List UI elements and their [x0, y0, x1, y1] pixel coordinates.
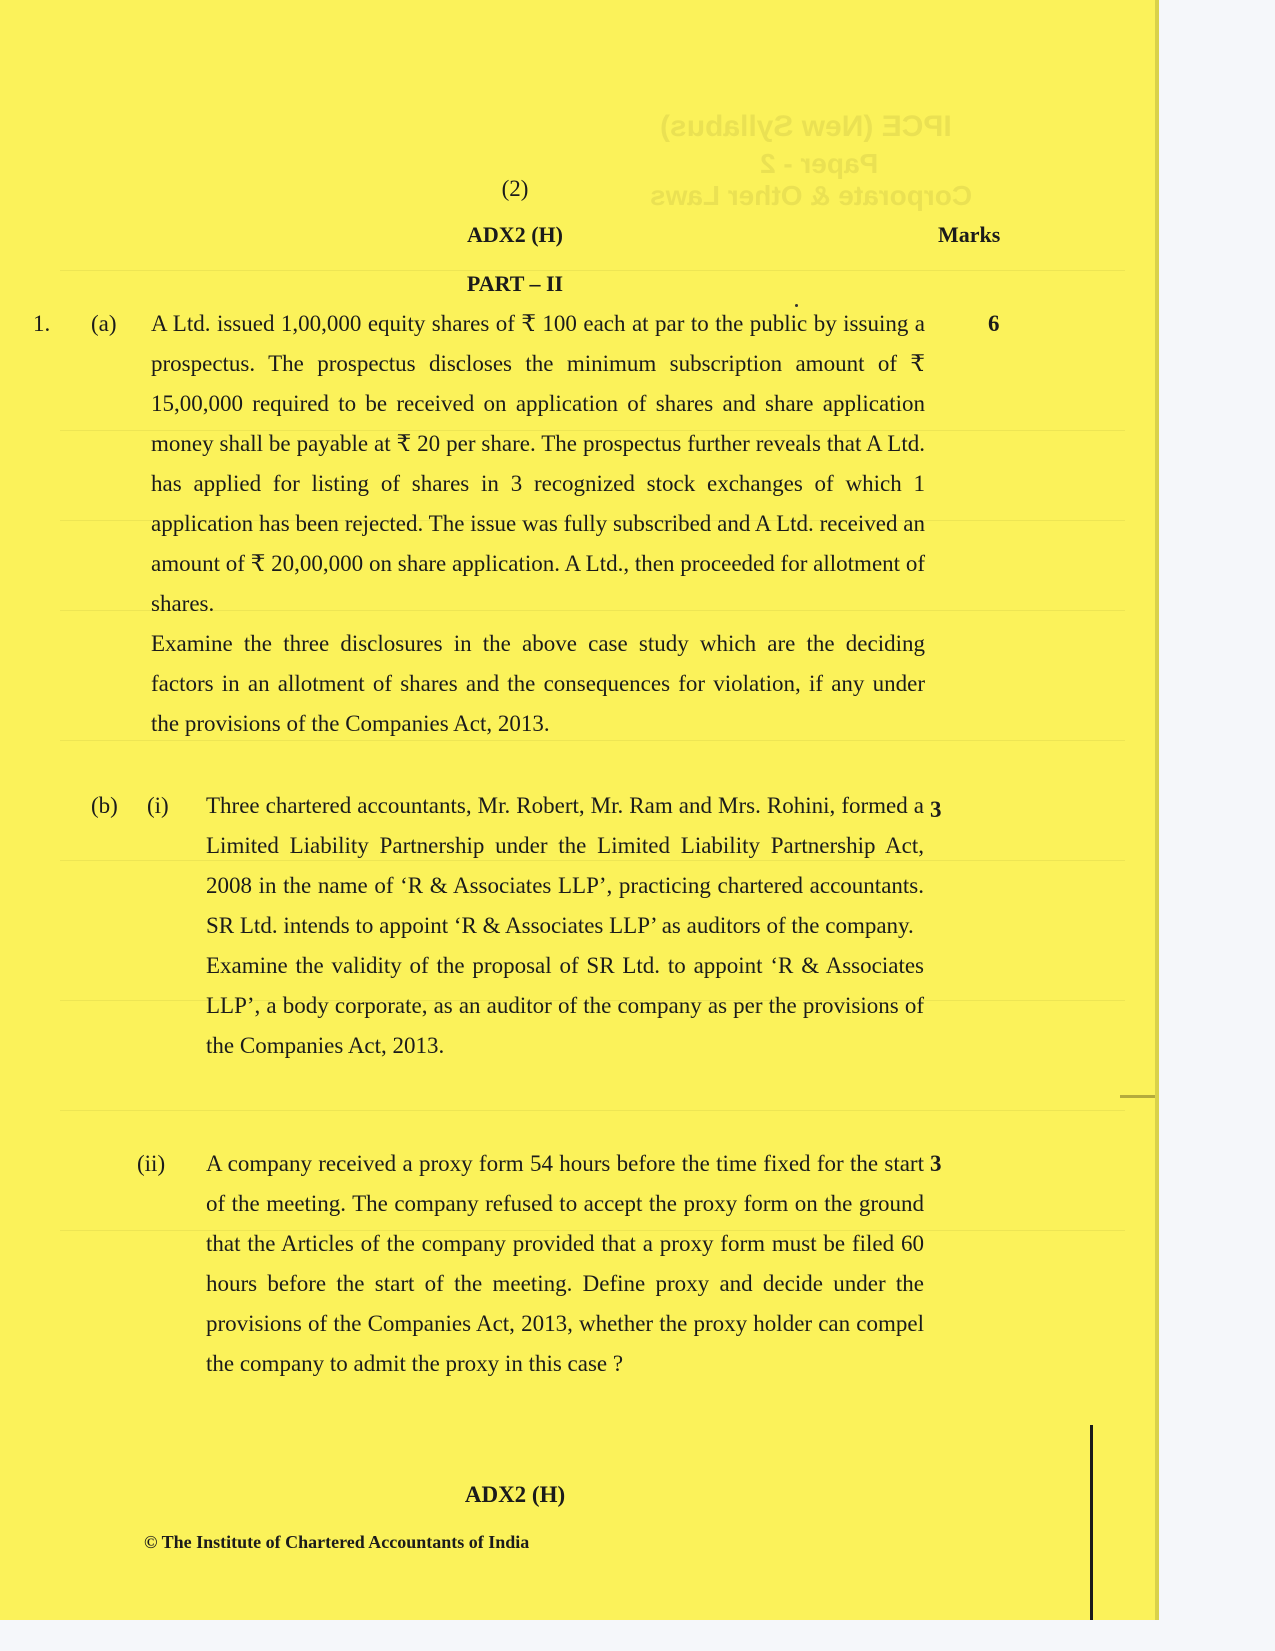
question-b-i-paragraph-2: Examine the validity of the proposal of SR Ltd. to appoint ‘R & Associates LLP’, a body corporate, as an auditor of the company as per the provisions of the Companies Act, 2013. — [206, 953, 924, 1058]
part-title: PART – II — [466, 271, 564, 296]
paper-code-header: ADX2 (H) — [467, 222, 563, 247]
question-b-ii-text: A company received a proxy form 54 hours before the time fixed for the start of the meeting. The company refused to accept the proxy form on the ground that the Articles of the company provided that a proxy form must be filed 60 hours before the start of the meeting. Define proxy and decide under the provisions of the Companies Act, 2013, whether the proxy holder can compel the company to admit the proxy in this case ? — [206, 1151, 924, 1376]
paper-code-footer: ADX2 (H) — [464, 1482, 566, 1507]
question-subpart-label: (ii) — [137, 1151, 166, 1176]
question-marks: 3 — [930, 1151, 942, 1176]
question-a-text — [151, 304, 925, 744]
question-marks: 3 — [930, 797, 942, 822]
question-subpart-label: (i) — [147, 793, 169, 818]
page-number: (2) — [501, 176, 529, 201]
margin-mark — [1120, 1095, 1155, 1098]
question-part-label: (a) — [91, 311, 117, 336]
show-through-text: Corporate & Other Laws — [650, 180, 973, 211]
marks-column-header: Marks — [938, 222, 1001, 247]
question-b-i-paragraph-1: Three chartered accountants, Mr. Robert, Mr. Ram and Mrs. Rohini, formed a Limited Liability Partnership under the Limited Liability Partnership Act, 2008 in the name of ‘R & Associates LLP’, practicing chartered accountants. SR Ltd. intends to appoint ‘R & Associates LLP’ as auditors of the company. — [206, 793, 924, 938]
binding-line — [1090, 1425, 1093, 1620]
question-b-i-text — [206, 786, 924, 1066]
question-marks: 6 — [988, 311, 1000, 336]
copyright-notice: © The Institute of Chartered Accountants of India — [144, 1532, 530, 1552]
question-number: 1. — [33, 311, 51, 336]
page-edge — [1155, 0, 1159, 1620]
question-a-paragraph-1: A Ltd. issued 1,00,000 equity shares of ₹ 100 each at par to the public by issuing a prospectus. The prospectus discloses the minimum subscription amount of ₹ 15,00,000 required to be received on application of shares and share application money shall be payable at ₹ 20 per share. The prospectus further reveals that A Ltd. has applied for listing of shares in 3 recognized stock exchanges of which 1 application has been rejected. The issue was fully subscribed and A Ltd. received an amount of ₹ 20,00,000 on share application. A Ltd., then proceeded for allotment of shares. — [151, 311, 925, 616]
show-through-text: IPCE (New Syllabus) — [660, 110, 952, 143]
show-through-text: Paper - 2 — [760, 148, 879, 179]
question-a-paragraph-2: Examine the three disclosures in the above case study which are the deciding factors in an allotment of shares and the consequences for violation, if any under the provisions of the Companies Act, 2013. — [151, 631, 925, 736]
question-part-label: (b) — [91, 793, 118, 818]
